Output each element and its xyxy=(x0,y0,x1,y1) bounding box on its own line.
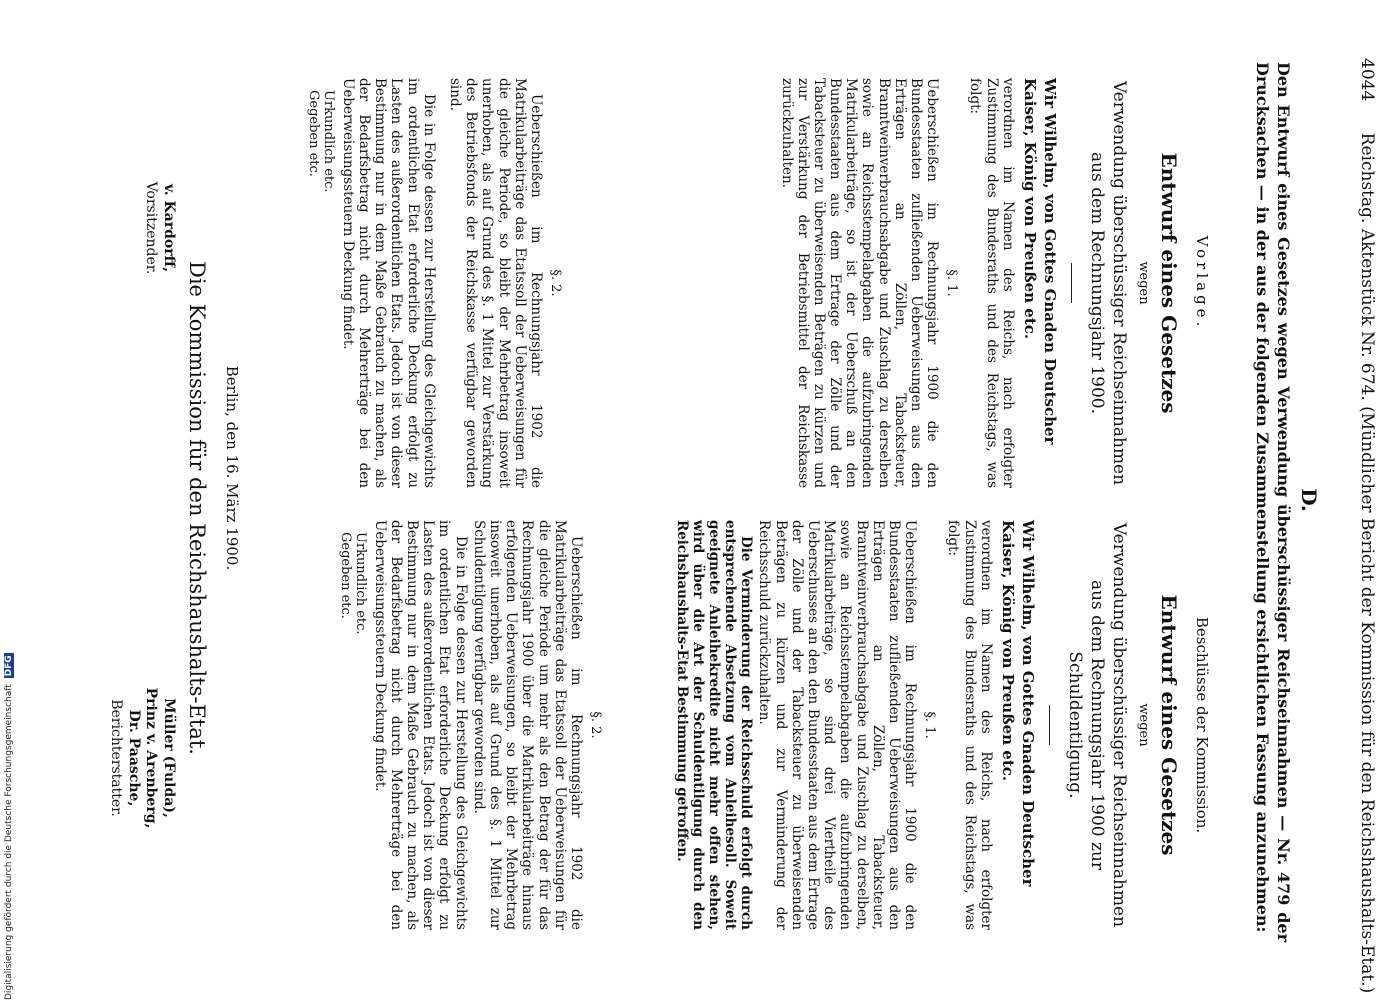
section-text: Ueberschießen im Rechnungsjahr 1902 die Matrikularbeiträge das Etatssoll der Ueberweisungen für die gleiche Periode, so bleibt der Mehrbetrag insoweit unerhoben, als auf Grund des §. 1 Mittel zur Verstärkung des Betriebsfonds der Reichskasse verfügbar geworden sind. xyxy=(447,78,544,488)
section-text: Ueberschießen im Rechnungsjahr 1900 die den Bundesstaaten zufließenden Ueberweisungen aus den Erträgen an Zöllen, Tabacksteuer, Branntweinverbrauchsabgabe und Zuschlag zu derselben, sowie an Reichsstempelabgaben die aufzubringenden Matrikularbeiträge, so sind drei Viertheile des Ueberschusses an den den Bundesstaaten aus dem Ertrage der Zölle und der Tabacksteuer zu überweisenden Beträgen zu kürzen und zur Verminderung der Reichsschuld zurückzuhalten. xyxy=(756,520,919,930)
signatures xyxy=(107,78,177,938)
enacting-clause: verordnen im Namen des Reichs, nach erfolgter Zustimmung des Bundesraths und des Reichstags, was folgt: xyxy=(945,520,994,930)
enacting-clause: verordnen im Namen des Reichs, nach erfolgter Zustimmung des Bundesraths und des Reichstags, was folgt: xyxy=(967,78,1016,488)
divider xyxy=(1049,705,1050,745)
section-text: Die in Folge dessen zur Herstellung des Gleichgewichts im ordentlichen Etat erforderliche Deckung erfolgt zu Lasten des außerordentlichen Etats. Jedoch ist von dieser Bestimmung nur in dem Maße Gebrauch zu machen, als der Bedarfsbetrag nicht durch Mehrerträge bei den Ueberweisungssteuern Deckung findet. xyxy=(339,78,437,488)
chair-name: v. Kardorff, xyxy=(161,184,177,272)
bill-subtitle: Verwendung überschüssiger Reichseinnahmen aus dem Rechnungsjahr 1900. xyxy=(1086,80,1129,486)
dfg-logo: DFG xyxy=(4,655,14,677)
column-label: Beschlüsse der Kommission. xyxy=(1193,616,1211,834)
enacting-formula: Wir Wilhelm, von Gottes Gnaden Deutscher Kaiser, König von Preußen etc. xyxy=(999,520,1037,887)
section-text: Die in Folge dessen zur Herstellung des Gleichgewichts im ordentlichen Etat erforderliche Deckung erfolgt zu Lasten des außerordentlichen Etats. Jedoch ist von dieser Bestimmung nur in dem Maße Gebrauch zu machen, als der Bedarfsbetrag nicht durch Mehrerträge bei den Ueberweisungssteuern Deckung findet. xyxy=(371,520,469,930)
bill-title: Entwurf eines Gesetzes xyxy=(1157,594,1181,856)
gegeben: Gegeben etc. xyxy=(337,532,353,619)
wegen-label: wegen xyxy=(1136,261,1151,305)
section-heading: §. 1. xyxy=(944,269,960,297)
rapporteur-name: Müller (Fulda), xyxy=(161,698,177,818)
running-header xyxy=(1357,58,1377,994)
section-text-emphasis: Die Verminderung der Reichsschuld erfolgt durch entsprechende Absetzung vom Anleihesoll. Soweit geeignete Anleihekredite nicht mehr offen stehen, wird über die Art der Schuldentilgung durch den Reichshaushalts-Etat Bestimmung getroffen. xyxy=(673,520,755,930)
section-text: Ueberschießen im Rechnungsjahr 1900 die den Bundesstaaten zufließenden Ueberweisungen aus den Erträgen an Zöllen, Tabacksteuer, Branntweinverbrauchsabgabe und Zuschlag zu derselben sowie an Reichsstempelabgaben die aufzubringenden Matrikularbeiträge, so ist der Ueberschuß an den Bundesstaaten aus dem Ertrage der Zölle und der Tabacksteuer zu überweisenden Beträgen zu kürzen und zur Verstärkung der Betriebsmittel der Reichskasse zurückzuhalten. xyxy=(778,78,941,488)
column-label: Vorlage. xyxy=(1193,235,1211,331)
rapporteur-signatures xyxy=(107,578,177,938)
section-heading: §. 2. xyxy=(548,269,563,297)
enacting-formula: Wir Wilhelm, von Gottes Gnaden Deutscher Kaiser, König von Preußen etc. xyxy=(1021,78,1059,445)
section-2-beschluesse xyxy=(338,520,603,930)
gegeben: Gegeben etc. xyxy=(305,90,321,177)
chair-role: Vorsitzender. xyxy=(143,181,160,275)
urkundlich: Urkundlich etc. xyxy=(352,532,368,635)
intro-text: Den Entwurf eines Gesetzes wegen Verwendung überschüssiger Reichseinnahmen — Nr. 479 der Drucksachen — in der aus der folgenden Zusammenstellung ersichtlichen Fassung anzunehmen: xyxy=(1253,62,1293,942)
section-heading: §. 2. xyxy=(588,711,603,739)
rapporteur-name: Prinz v. Arenberg, xyxy=(143,687,160,829)
credit-text: Digitalisierung gefördert durch die Deutsche Forschungsgemeinschaft xyxy=(4,684,14,1000)
wegen-label: wegen xyxy=(1136,703,1151,747)
rapporteur-role: Berichterstatter. xyxy=(108,699,125,817)
commission-name: Die Kommission für den Reichshaushalts-Etat. xyxy=(185,260,209,755)
urkundlich: Urkundlich etc. xyxy=(320,90,336,193)
section-text: Ueberschießen im Rechnungsjahr 1902 die Matrikularbeiträge das Etatssoll der Ueberweisungen für die gleiche Periode um mehr als den Betrag der für das Rechnungsjahr 1900 über die Matrikularbeiträge hinaus erfolgenden Ueberweisungen, so bleibt der Mehrbetrag insoweit unerhoben, als auf Grund des §. 1 Mittel zur Schuldentilgung verfügbar geworden sind. xyxy=(470,520,584,930)
divider xyxy=(1071,263,1072,303)
rapporteur-name: Dr. Paasche, xyxy=(126,709,142,807)
bill-subtitle: Verwendung überschüssiger Reichseinnahmen aus dem Rechnungsjahr 1900 zur Schuldentilgung. xyxy=(1064,522,1129,928)
closing-block xyxy=(107,78,241,938)
column-beschluesse xyxy=(673,520,1211,930)
section-2-vorlage xyxy=(306,78,563,488)
chair-signature xyxy=(107,78,177,378)
digitization-credit xyxy=(4,0,18,1000)
place-date: Berlin, den 16. März 1900. xyxy=(223,365,241,571)
bill-title: Entwurf eines Gesetzes xyxy=(1157,152,1181,414)
section-letter: D. xyxy=(1297,488,1321,512)
section-heading: §. 1. xyxy=(922,711,938,739)
running-head: Reichstag. Aktenstück Nr. 674. (Mündlicher Bericht der Kommission für den Reichshaushalts-Etat.) xyxy=(1357,132,1377,994)
column-vorlage xyxy=(778,78,1211,488)
page-number: 4044 xyxy=(1357,58,1377,102)
